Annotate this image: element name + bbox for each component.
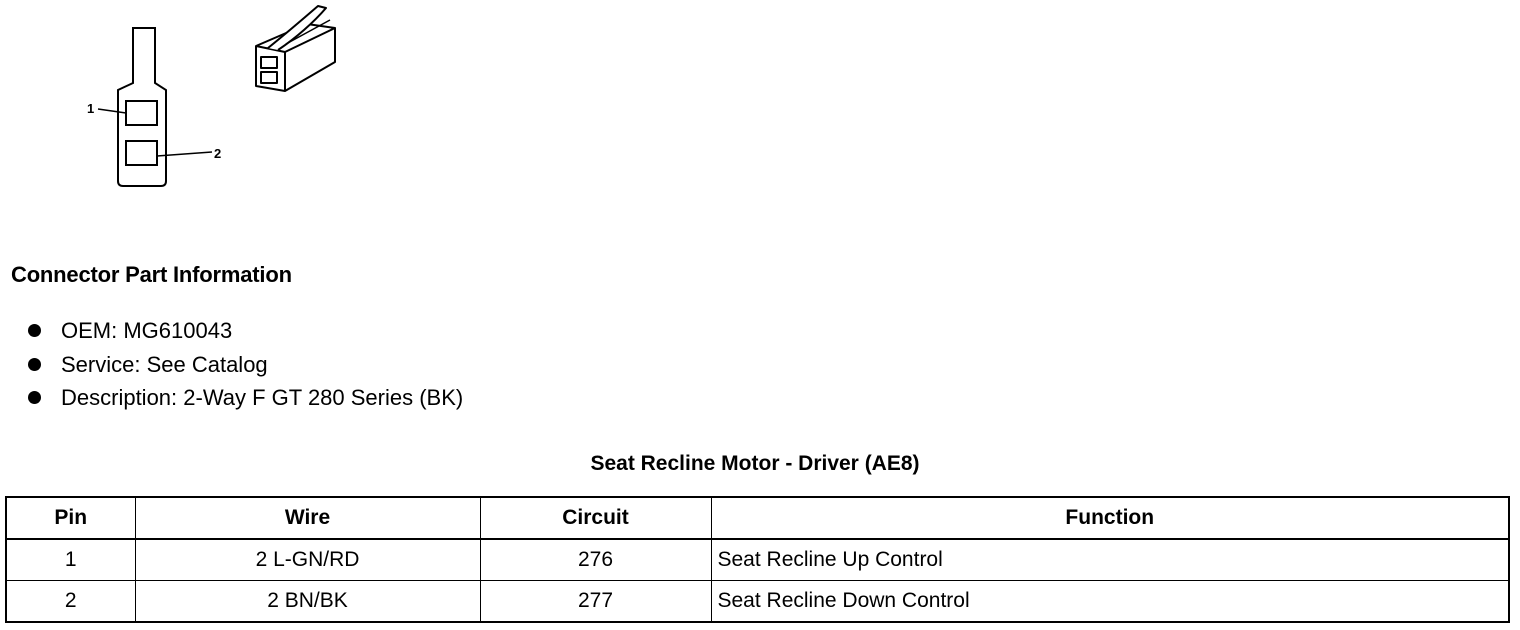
connector-diagram xyxy=(0,0,360,200)
cell-wire: 2 BN/BK xyxy=(135,581,480,623)
pin-1-callout: 1 xyxy=(87,101,95,116)
cell-circuit: 277 xyxy=(480,581,711,623)
pin-cavity-1 xyxy=(126,101,157,125)
service-part-info: Service: See Catalog xyxy=(61,351,268,377)
cell-pin: 1 xyxy=(6,539,135,581)
list-item xyxy=(28,383,463,417)
list-item xyxy=(28,316,463,350)
pin-1-leader-line xyxy=(98,109,126,113)
pin-cavity-2 xyxy=(126,141,157,165)
table-header-row xyxy=(6,497,1509,539)
header-function: Function xyxy=(711,497,1509,539)
cell-function: Seat Recline Up Control xyxy=(711,539,1509,581)
connector-description: Description: 2-Way F GT 280 Series (BK) xyxy=(61,385,464,410)
table-row xyxy=(6,539,1509,581)
bullet-icon xyxy=(28,391,41,404)
table-title: Seat Recline Motor - Driver (AE8) xyxy=(590,452,920,475)
pin-2-callout: 2 xyxy=(214,146,222,161)
header-circuit: Circuit xyxy=(480,497,711,539)
oem-part-number: OEM: MG610043 xyxy=(61,318,233,343)
cell-function: Seat Recline Down Control xyxy=(711,581,1509,623)
table-row xyxy=(6,581,1509,623)
header-pin: Pin xyxy=(6,497,135,539)
cell-wire: 2 L-GN/RD xyxy=(135,539,480,581)
connector-info-list xyxy=(28,316,463,417)
cell-pin: 2 xyxy=(6,581,135,623)
connector-info-heading: Connector Part Information xyxy=(11,262,292,287)
bullet-icon xyxy=(28,358,41,371)
list-item xyxy=(28,350,463,384)
bullet-icon xyxy=(28,324,41,337)
connector-3d-icon xyxy=(256,6,335,91)
cell-circuit: 276 xyxy=(480,539,711,581)
header-wire: Wire xyxy=(135,497,480,539)
pinout-table xyxy=(5,496,1510,623)
